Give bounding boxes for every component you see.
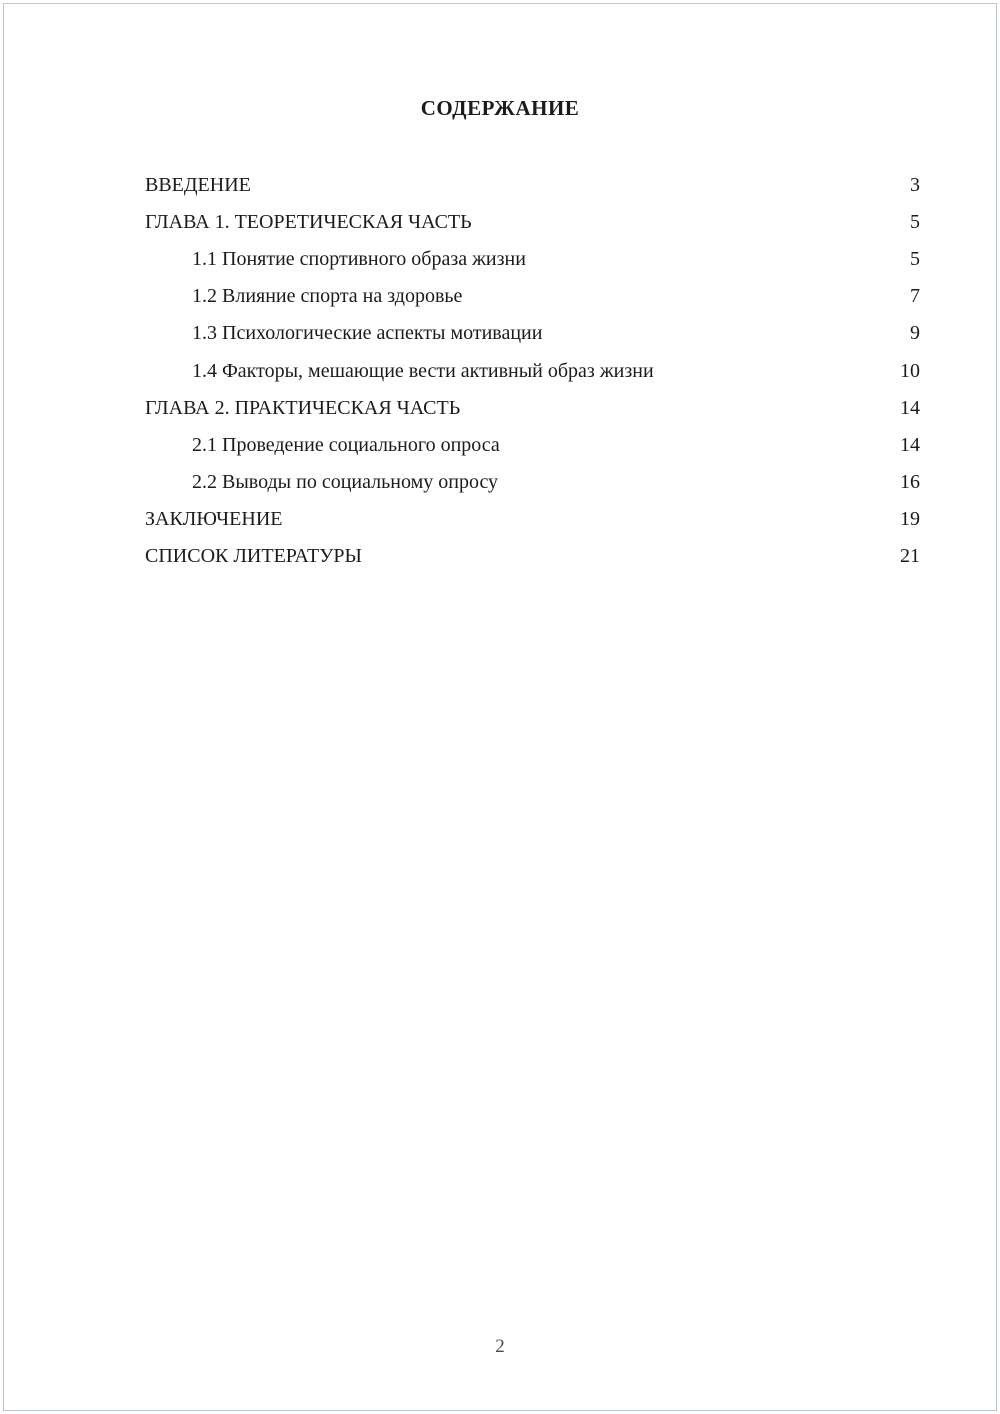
toc-entry-label: ГЛАВА 2. ПРАКТИЧЕСКАЯ ЧАСТЬ — [145, 396, 461, 419]
toc-entry-page: 10 — [900, 359, 920, 382]
toc-entry-page: 5 — [910, 210, 920, 233]
toc-entry-label: СПИСОК ЛИТЕРАТУРЫ — [145, 545, 362, 568]
toc-entry — [145, 315, 920, 352]
toc-entry-label: 1.4 Факторы, мешающие вести активный образ жизни — [192, 359, 654, 382]
toc-entry — [145, 389, 920, 426]
toc-entry — [145, 538, 920, 575]
toc-entry-page: 21 — [900, 545, 920, 568]
footer-page-number: 2 — [495, 1336, 505, 1357]
toc-entry-page: 3 — [910, 173, 920, 196]
table-of-contents — [145, 166, 920, 575]
toc-entry-label: ЗАКЛЮЧЕНИЕ — [145, 508, 283, 531]
toc-entry — [145, 278, 920, 315]
page-title: СОДЕРЖАНИЕ — [420, 96, 580, 120]
toc-entry-label: 1.2 Влияние спорта на здоровье — [192, 285, 463, 308]
toc-entry — [145, 240, 920, 277]
toc-entry-page: 16 — [900, 471, 920, 494]
toc-entry-page: 14 — [900, 433, 920, 456]
toc-entry-page: 19 — [900, 508, 920, 531]
toc-entry-page: 14 — [900, 396, 920, 419]
toc-entry — [145, 166, 920, 203]
toc-entry-label: ГЛАВА 1. ТЕОРЕТИЧЕСКАЯ ЧАСТЬ — [145, 210, 472, 233]
toc-entry-label: 2.2 Выводы по социальному опросу — [192, 471, 499, 494]
toc-entry-page: 5 — [910, 247, 920, 270]
toc-entry — [145, 501, 920, 538]
toc-entry-label: 1.1 Понятие спортивного образа жизни — [192, 247, 526, 270]
toc-entry — [145, 464, 920, 501]
toc-entry-label: 2.1 Проведение социального опроса — [192, 433, 500, 456]
toc-entry-label: 1.3 Психологические аспекты мотивации — [192, 322, 543, 345]
toc-entry-page: 9 — [910, 322, 920, 345]
toc-entry — [145, 203, 920, 240]
toc-entry-page: 7 — [910, 285, 920, 308]
toc-entry — [145, 426, 920, 463]
toc-entry-label: ВВЕДЕНИЕ — [145, 173, 251, 196]
toc-entry — [145, 352, 920, 389]
